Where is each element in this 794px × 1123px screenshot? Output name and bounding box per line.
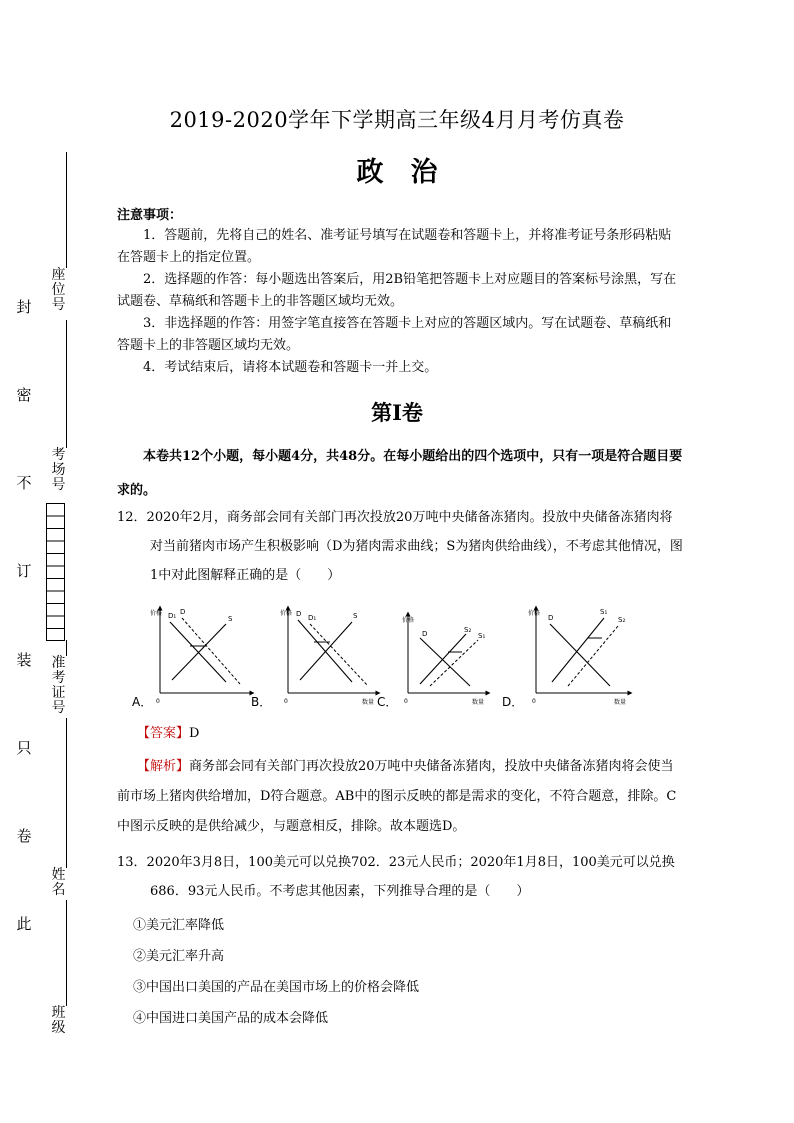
question-12 (117, 503, 683, 590)
class-label: 班级 (51, 1005, 66, 1036)
notice-list (117, 225, 683, 379)
margin-rule-2 (66, 320, 67, 448)
seal-char-8: 此 (16, 915, 32, 933)
seal-char-2: 密 (16, 386, 32, 404)
notice-item: 4．考试结束后，请将本试题卷和答题卡一并上交。 (143, 360, 438, 375)
q13-option-1[interactable]: ①美元汇率降低 (133, 918, 225, 933)
graph-d-price-label: 价格 (528, 610, 541, 617)
graph-c-quantity-label: 数量 (472, 699, 485, 706)
graph-d-quantity-label: 数量 (614, 699, 627, 706)
graph-c-s1-label: S₁ (478, 632, 486, 640)
analysis-tag: 【解析】 (137, 759, 190, 774)
name-label: 姓名 (51, 867, 66, 898)
analysis-text: 商务部会同有关部门再次投放20万吨中央储备冻猪肉，投放中央储备冻猪肉将会使当前市场上猪肉供给增加，D符合题意。AB中的图示反映的都是需求的变化，不符合题意，排除。C中图示反映的是供给减少，与题意相反，排除。故本题选D。 (117, 759, 677, 834)
option-a-label[interactable]: A． (132, 695, 153, 709)
seal-char-7: 卷 (16, 827, 32, 845)
margin-rule-5 (66, 900, 67, 1006)
q12-answer (117, 719, 683, 749)
option-b-label[interactable]: B． (251, 695, 272, 709)
graph-d-origin: 0 (532, 698, 536, 705)
section-intro: 本卷共12个小题，每小题4分，共48分。在每小题给出的四个选项中，只有一项是符合题目要求的。 (117, 449, 683, 498)
graph-c-price-label: 价格 (402, 617, 415, 624)
graph-d-s2-label: S₂ (618, 616, 626, 624)
graph-a-price-label: 价格 (150, 610, 163, 617)
graph-b-origin: 0 (284, 698, 288, 705)
graph-a-d1-label: D₁ (168, 612, 177, 620)
graph-b (280, 608, 378, 706)
margin-rule-3 (66, 640, 67, 656)
option-d-label[interactable]: D． (502, 695, 524, 709)
admission-id-label: 准考证号 (51, 655, 66, 716)
notice-heading: 注意事项： (117, 208, 183, 223)
seal-char-3: 不 (16, 474, 32, 492)
notice-item: 3．非选择题的作答：用签字笔直接答在答题卡上对应的答题区域内。写在试题卷、草稿纸和答题卡上的非答题区域均无效。 (117, 316, 672, 353)
graph-a-demand-d (182, 618, 240, 684)
graph-a-d-label: D (180, 608, 186, 616)
id-number-boxes[interactable] (46, 503, 65, 641)
option-c-label[interactable]: C． (377, 695, 398, 709)
graph-b-d-label: D (296, 610, 302, 618)
exam-title: 2019-2020学年下学期高三年级4月月考仿真卷 (169, 108, 625, 132)
section-title: 第Ⅰ卷 (371, 400, 423, 425)
graph-d-d-label: D (548, 614, 554, 622)
q13-option-4[interactable]: ④中国进口美国产品的成本会降低 (133, 1011, 329, 1026)
q12-analysis (117, 752, 683, 842)
seat-number-label: 座位号 (51, 267, 66, 313)
seal-char-1: 封 (16, 298, 32, 316)
graph-c-d-label: D (422, 630, 428, 638)
graph-c-s2-label: S₂ (464, 626, 472, 634)
answer-value: D (189, 726, 200, 741)
notice-item: 2．选择题的作答：每小题选出答案后，用2B铅笔把答题卡上对应题目的答案标号涂黑，写在试题卷、草稿纸和答题卡上的非答题区域均无效。 (117, 272, 677, 309)
seal-char-6: 只 (16, 739, 32, 757)
notice-item: 1．答题前，先将自己的姓名、准考证号填写在试题卷和答题卡上，并将准考证号条形码粘贴在答题卡上的指定位置。 (117, 228, 672, 265)
graph-b-quantity-label: 数量 (362, 699, 375, 706)
graph-c-origin: 0 (404, 698, 408, 705)
exam-room-label: 考场号 (51, 447, 66, 493)
q13-option-2[interactable]: ②美元汇率升高 (133, 949, 225, 964)
graph-d-s1-label: S₁ (600, 608, 608, 616)
graph-c (402, 614, 488, 706)
question-12-text: 12．2020年2月，商务部会同有关部门再次投放20万吨中央储备冻猪肉。投放中央储备冻猪肉将对当前猪肉市场产生积极影响（D为猪肉需求曲线；S为猪肉供给曲线），不考虑其他情况，图1中对此图解释正确的是（ ） (117, 510, 683, 583)
question-13 (117, 848, 683, 906)
seal-char-5: 装 (16, 651, 32, 669)
q12-graphs (130, 600, 650, 712)
graph-a-origin: 0 (156, 698, 160, 705)
graph-b-price-label: 价格 (280, 610, 293, 617)
graph-a-s-label: S (228, 615, 233, 623)
graph-d (528, 608, 630, 706)
q13-option-3[interactable]: ③中国出口美国的产品在美国市场上的价格会降低 (133, 980, 420, 995)
question-13-text: 13．2020年3月8日，100美元可以兑换702．23元人民币；2020年1月8日，100美元可以兑换686．93元人民币。不考虑其他因素，下列推导合理的是（ ） (117, 855, 675, 899)
graph-b-s-label: S (353, 612, 358, 620)
subject-title: 政 治 (356, 157, 438, 188)
graph-b-d1-label: D₁ (308, 614, 317, 622)
seal-char-4: 订 (16, 562, 32, 580)
graph-a (150, 608, 252, 705)
margin-rule-4 (66, 718, 67, 868)
answer-tag: 【答案】 (137, 726, 190, 741)
